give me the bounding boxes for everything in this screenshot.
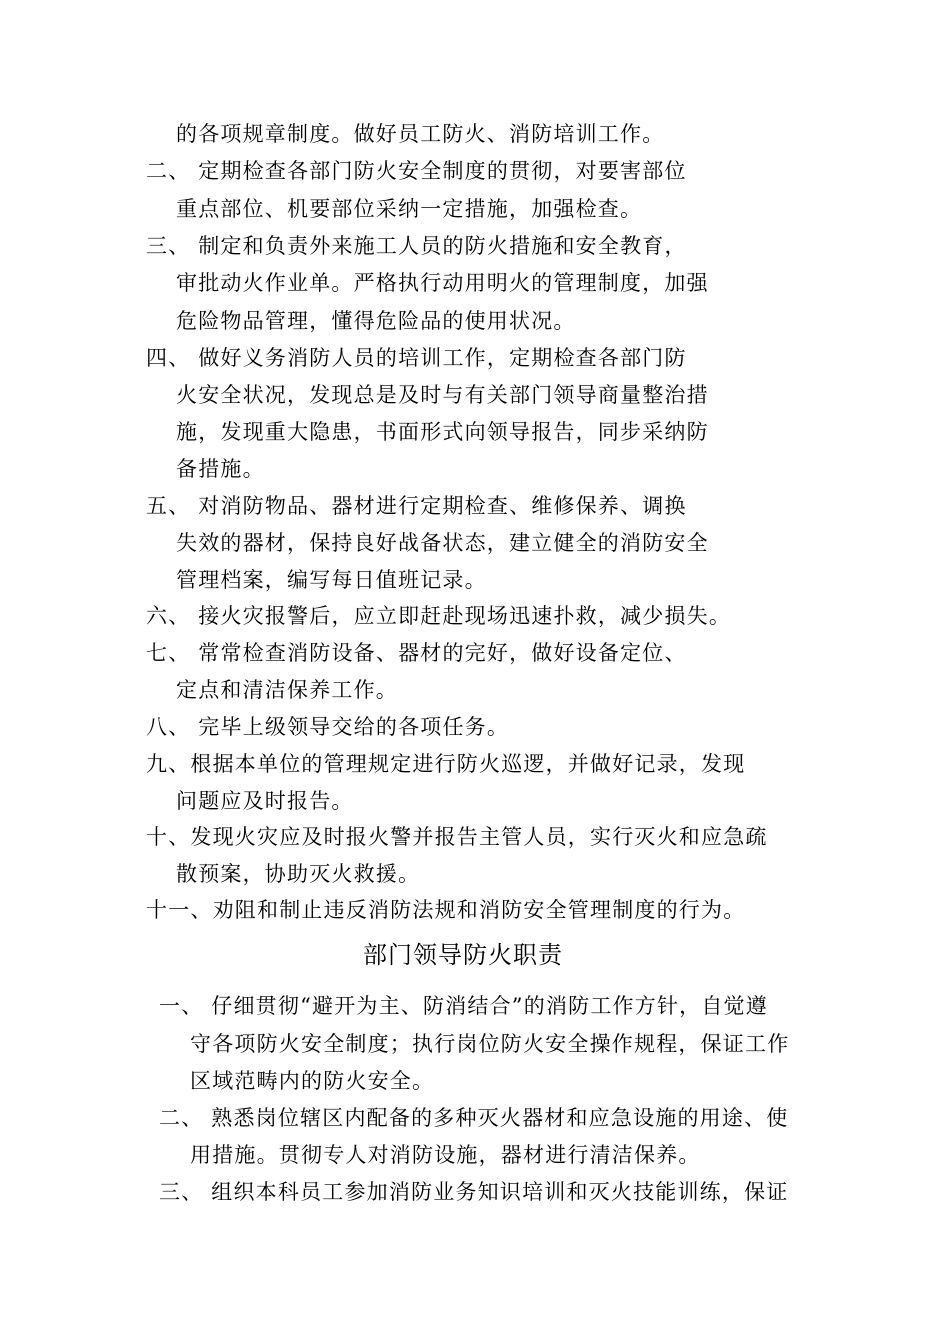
text-line: 散预案，协助灭火救援。 — [176, 862, 421, 886]
list-item-1: 一、 仔细贯彻“避开为主、防消结合”的消防工作方针，自觉遵 — [159, 994, 768, 1018]
text-line: 守各项防火安全制度；执行岗位防火安全操作规程，保证工作 — [190, 1032, 790, 1056]
list-item-8: 八、 完毕上级领导交给的各项任务。 — [146, 715, 510, 739]
list-item-4: 四、 做好义务消防人员的培训工作，定期检查各部门防 — [146, 346, 687, 370]
text-line: 重点部位、机要部位采纳一定措施，加强检查。 — [176, 197, 643, 221]
text-line: 用措施。贯彻专人对消防设施，器材进行清洁保养。 — [190, 1143, 701, 1167]
list-item-10: 十、发现火灾应及时报火警并报告主管人员，实行灭火和应急疏 — [146, 825, 768, 849]
list-item-2: 二、 定期检查各部门防火安全制度的贯彻，对要害部位 — [146, 159, 687, 183]
text-line: 火安全状况，发现总是及时与有关部门领导商量整治措 — [176, 383, 709, 407]
text-line: 备措施。 — [176, 457, 265, 481]
list-item-7: 七、 常常检查消防设备、器材的完好，做好设备定位、 — [146, 641, 687, 665]
text-line: 的各项规章制度。做好员工防火、消防培训工作。 — [176, 122, 665, 146]
list-item-6: 六、 接火灾报警后，应立即赶赴现场迅速扑救，减少损失。 — [146, 604, 732, 628]
text-line: 危险物品管理，懂得危险品的使用状况。 — [176, 309, 576, 333]
list-item-9: 九、根据本单位的管理规定进行防火巡逻，并做好记录，发现 — [146, 752, 746, 776]
text-line: 问题应及时报告。 — [176, 789, 354, 813]
text-line: 区域范畴内的防火安全。 — [190, 1069, 435, 1093]
list-item-5: 五、 对消防物品、器材进行定期检查、维修保养、调换 — [146, 494, 687, 518]
text-line: 管理档案，编写每日值班记录。 — [176, 568, 487, 592]
list-item-11: 十一、劝阻和制止违反消防法规和消防安全管理制度的行为。 — [146, 898, 746, 922]
text-line: 审批动火作业单。严格执行动用明火的管理制度，加强 — [176, 271, 709, 295]
list-item-3: 三、 组织本科员工参加消防业务知识培训和灭火技能训练，保证 — [159, 1180, 789, 1204]
text-line: 失效的器材，保持良好战备状态，建立健全的消防安全 — [176, 531, 709, 555]
list-item-2: 二、 熟悉岗位辖区内配备的多种灭火器材和应急设施的用途、使 — [159, 1106, 789, 1130]
list-item-3: 三、 制定和负责外来施工人员的防火措施和安全教育， — [146, 234, 687, 258]
text-line: 定点和清洁保养工作。 — [176, 678, 398, 702]
text-line: 施，发现重大隐患，书面形式向领导报告，同步采纳防 — [176, 420, 709, 444]
section-title: 部门领导防火职责 — [363, 941, 563, 969]
